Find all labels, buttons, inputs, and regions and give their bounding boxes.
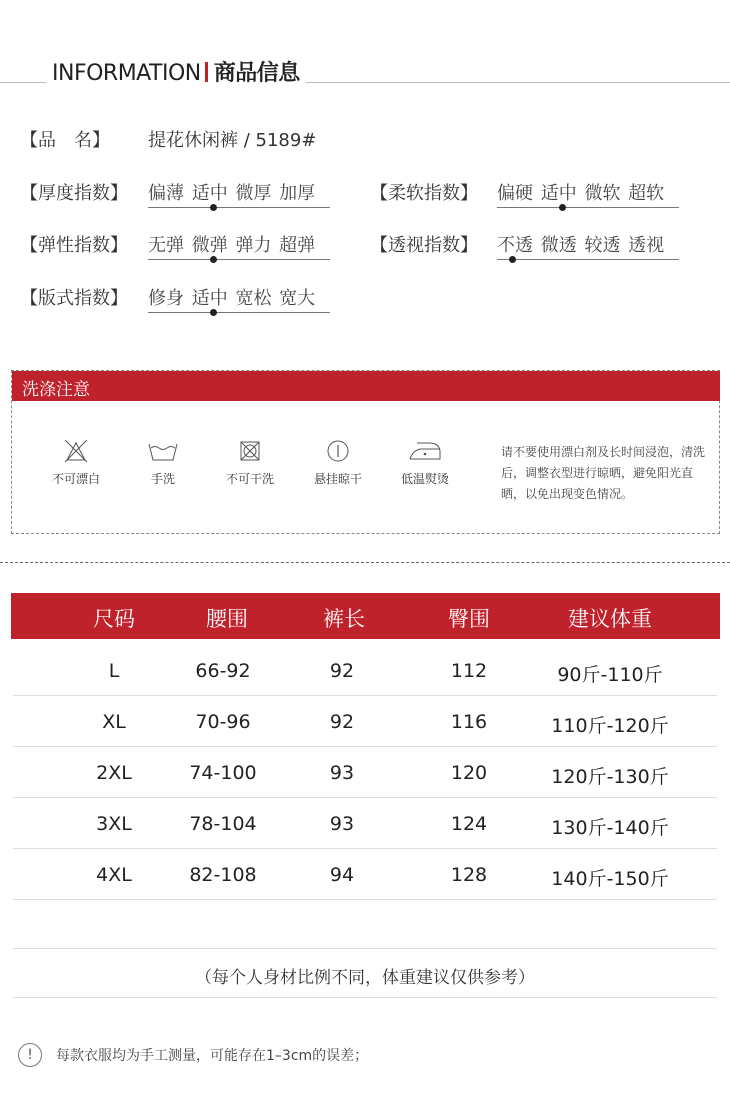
title-separator <box>205 62 208 82</box>
wash-label: 不可干洗 <box>225 472 274 486</box>
header <box>0 0 730 100</box>
info-row-1 <box>0 179 730 219</box>
info-row-2 <box>0 231 730 271</box>
elasticity-label: 【弹性指数】 <box>20 235 128 256</box>
softness-marker <box>559 204 566 211</box>
wash-header <box>12 371 720 401</box>
cell-length: 93 <box>329 762 355 784</box>
cell-size: 3XL <box>96 813 132 835</box>
page-title <box>46 56 306 87</box>
fit-label: 【版式指数】 <box>20 288 128 309</box>
cell-hip: 124 <box>450 813 488 835</box>
no-bleach-icon <box>63 438 89 464</box>
cell-size: 2XL <box>96 762 132 784</box>
fit-marker <box>210 309 217 316</box>
title-en: INFORMATION <box>52 61 201 86</box>
wash-item-no-dry-clean <box>210 438 290 487</box>
wash-note: 请不要使用漂白剂及长时间浸泡，清洗后，调整衣型进行晾晒，避免阳光直晒，以免出现变色情况。 <box>501 445 706 501</box>
cell-weight: 120斤-130斤 <box>551 766 669 788</box>
softness-label: 【柔软指数】 <box>370 183 478 204</box>
cell-waist: 74-100 <box>189 762 257 784</box>
info-row-name <box>0 126 730 166</box>
title-cn: 商品信息 <box>213 61 300 86</box>
wash-label: 不可漂白 <box>51 472 100 486</box>
thickness-marker <box>210 204 217 211</box>
wash-label: 悬挂晾干 <box>313 472 362 486</box>
elasticity-marker <box>210 256 217 263</box>
thickness-label: 【厚度指数】 <box>20 183 128 204</box>
elasticity-options: 无弹 微弹 弹力 超弹 <box>148 235 316 256</box>
softness-scale <box>497 179 679 219</box>
transparency-options: 不透 微透 较透 透视 <box>497 235 665 256</box>
name-value: 提花休闲裤 / 5189# <box>148 130 317 151</box>
wash-label: 手洗 <box>150 472 175 486</box>
transparency-marker <box>509 256 516 263</box>
cell-hip: 116 <box>450 711 488 733</box>
thickness-options: 偏薄 适中 微厚 加厚 <box>148 183 316 204</box>
wash-label: 低温熨烫 <box>400 472 449 486</box>
cell-weight: 90斤-110斤 <box>557 664 663 686</box>
softness-options: 偏硬 适中 微软 超软 <box>497 183 665 204</box>
wash-item-no-bleach <box>36 438 116 487</box>
cell-hip: 112 <box>450 660 488 682</box>
footer-text: 每款衣服均为手工测量，可能存在1–3cm的误差； <box>56 1048 369 1064</box>
size-table-header <box>11 593 720 639</box>
cell-length: 94 <box>329 864 355 886</box>
no-dry-clean-icon <box>237 438 263 464</box>
cell-length: 92 <box>329 711 355 733</box>
table-row <box>13 747 717 798</box>
cell-hip: 120 <box>450 762 488 784</box>
low-iron-icon <box>407 438 443 464</box>
wash-item-low-iron <box>385 438 465 487</box>
thickness-bar <box>148 207 330 208</box>
cell-waist: 66-92 <box>195 660 251 682</box>
table-row <box>13 798 717 849</box>
size-note-text: （每个人身材比例不同，体重建议仅供参考） <box>195 968 535 988</box>
info-row-3 <box>0 284 730 324</box>
size-note <box>13 948 717 998</box>
wash-title: 洗涤注意 <box>22 380 90 400</box>
cell-length: 93 <box>329 813 355 835</box>
header-size: 尺码 <box>93 607 135 631</box>
header-waist: 腰围 <box>206 607 248 631</box>
table-row <box>13 849 717 900</box>
thickness-scale <box>148 179 330 219</box>
header-hip: 臀围 <box>448 607 490 631</box>
fit-bar <box>148 312 330 313</box>
transparency-bar <box>497 259 679 260</box>
header-weight: 建议体重 <box>568 607 652 631</box>
cell-hip: 128 <box>450 864 488 886</box>
wash-item-hand-wash <box>123 438 203 487</box>
section-divider <box>0 562 730 563</box>
cell-weight: 130斤-140斤 <box>551 817 669 839</box>
header-length: 裤长 <box>323 607 365 631</box>
table-row <box>13 645 717 696</box>
table-row <box>13 696 717 747</box>
cell-size: XL <box>102 711 126 733</box>
cell-waist: 70-96 <box>195 711 251 733</box>
hand-wash-icon <box>147 438 179 464</box>
cell-waist: 78-104 <box>189 813 257 835</box>
cell-length: 92 <box>329 660 355 682</box>
transparency-label: 【透视指数】 <box>370 235 478 256</box>
elasticity-bar <box>148 259 330 260</box>
transparency-scale <box>497 231 679 271</box>
hang-dry-icon <box>325 438 351 464</box>
cell-weight: 140斤-150斤 <box>551 868 669 890</box>
cell-waist: 82-108 <box>189 864 257 886</box>
elasticity-scale <box>148 231 330 271</box>
wash-item-hang-dry <box>298 438 378 487</box>
warning-icon: ! <box>18 1043 42 1067</box>
softness-bar <box>497 207 679 208</box>
fit-scale <box>148 284 330 324</box>
name-label: 【品 名】 <box>20 130 110 151</box>
cell-size: 4XL <box>96 864 132 886</box>
cell-weight: 110斤-120斤 <box>551 715 669 737</box>
wash-section <box>11 370 720 534</box>
fit-options: 修身 适中 宽松 宽大 <box>148 288 316 309</box>
cell-size: L <box>108 660 120 682</box>
